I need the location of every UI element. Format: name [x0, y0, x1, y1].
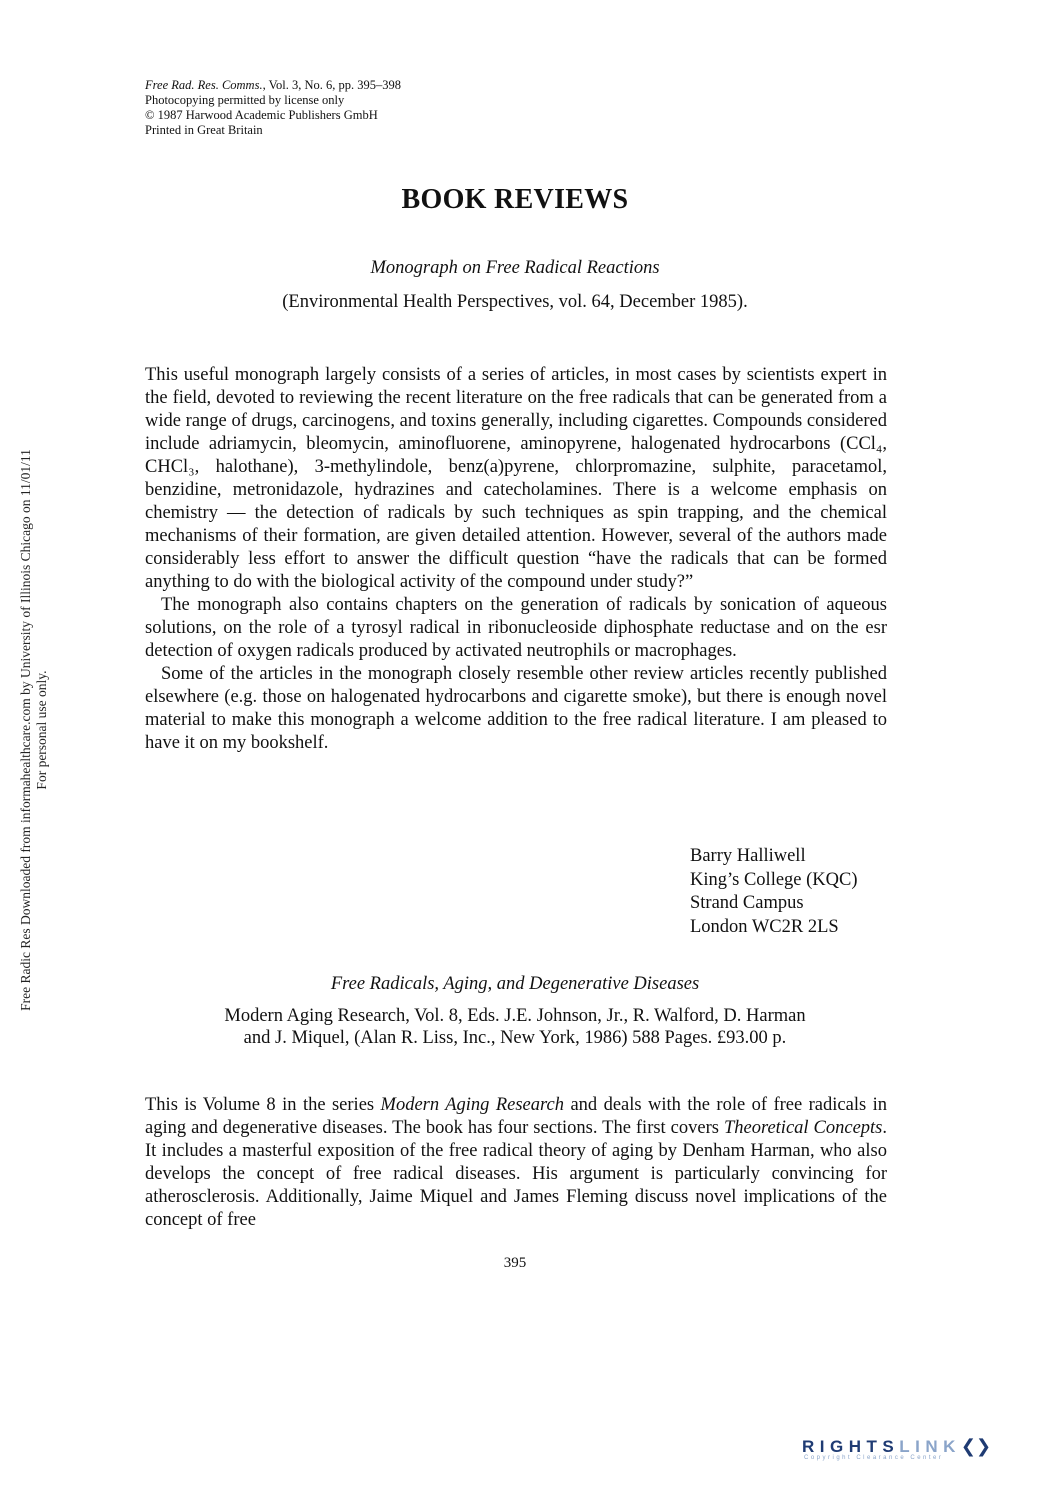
section-title: Theoretical Concepts [723, 1118, 883, 1138]
review2-text-a: This is Volume 8 in the series [145, 1095, 381, 1115]
watermark-line1: Free Radic Res Downloaded from informahealthcare.com by University of Illinois Chicago on 11/01/11 [18, 449, 33, 1011]
reviewer-city: London WC2R 2LS [690, 916, 839, 937]
rightslink-logo[interactable] [802, 1436, 1032, 1461]
rightslink-part1: RIGHTS [802, 1437, 900, 1456]
review1-body [145, 364, 887, 755]
review1-signature [690, 845, 858, 939]
review1-paragraph-1: This useful monograph largely consists of a series of articles, in most cases by scientists expert in the field, devoted to reviewing the recent literature on the free radicals that can be generated from a wide range of drugs, carcinogens, and toxins generally, including cigarettes. Compounds considered include adriamycin, bleomycin, aminofluorene, aminopyrene, halogenated hydrocarbons (CCl₄, CHCl₃, halothane), 3-methylindole, benz(a)pyrene, chlorpromazine, sulphite, paracetamol, benzidine, metronidazole, hydrazines and catecholamines. There is a welcome emphasis on chemistry — the detection of radicals by such techniques as spin trapping, and the chemical mechanisms of their formation, are given detailed attention. However, several of the authors made considerably less effort to answer the difficult question “have the radicals that can be formed anything to do with the biological activity of the compound under study?” [145, 365, 887, 592]
page-title: BOOK REVIEWS [401, 184, 629, 215]
journal-header [145, 78, 401, 138]
rightslink-tagline: Copyright Clearance Center [804, 1455, 944, 1461]
review2-source-line2: and J. Miquel, (Alan R. Liss, Inc., New York, 1986) 588 Pages. £93.00 p. [243, 1028, 787, 1048]
review1-paragraph-3: Some of the articles in the monograph closely resemble other review articles recently published elsewhere (e.g. those on halogenated hydrocarbons and cigarette smoke), but there is enough novel material to make this monograph a welcome addition to the free radical literature. I am pleased to have it on my bookshelf. [145, 664, 887, 753]
copyright-line: © 1987 Harwood Academic Publishers GmbH [145, 108, 378, 122]
citation-line [145, 78, 401, 93]
review1-paragraph-2: The monograph also contains chapters on the generation of radicals by sonication of aqueous solutions, on the role of a tyrosyl radical in ribonucleoside diphosphate reductase and on the esr detection of oxygen radicals produced by activated neutrophils or macrophages. [145, 595, 887, 661]
review1-source: (Environmental Health Perspectives, vol. 64, December 1985). [282, 292, 748, 312]
review2-title: Free Radicals, Aging, and Degenerative Diseases [330, 974, 700, 994]
review2-source-line1: Modern Aging Research, Vol. 8, Eds. J.E. Johnson, Jr., R. Walford, D. Harman [224, 1006, 806, 1026]
page-number: 395 [503, 1255, 527, 1271]
printed-line: Printed in Great Britain [145, 123, 263, 137]
journal-name: Free Rad. Res. Comms. [145, 78, 263, 92]
reviewer-name: Barry Halliwell [690, 846, 806, 866]
series-title: Modern Aging Research [380, 1095, 564, 1115]
review2-body [145, 1094, 887, 1232]
download-watermark [18, 370, 50, 1090]
reviewer-campus: Strand Campus [690, 893, 804, 913]
review2-paragraph-1 [145, 1094, 887, 1232]
rightslink-part2: LINK [899, 1437, 961, 1456]
review2-source [0, 1005, 1030, 1049]
reviewer-institution: King’s College (KQC) [690, 869, 858, 890]
review2-text-b: and deals with the role of free radicals in aging and degenerative diseases. The book has four sections. The first covers [145, 1095, 887, 1138]
review2-text-c: . It includes a masterful exposition of the free radical theory of aging by Denham Harman, who also develops the concept of free radical diseases. His argument is particularly convincing for atherosclerosis. Additionally, Jaime Miquel and James Fleming discuss novel implications of the concept of free [145, 1118, 887, 1230]
rightslink-wordmark [802, 1436, 1032, 1457]
rightslink-arrow-icon: ❮❯ [960, 1436, 992, 1456]
review1-title: Monograph on Free Radical Reactions [370, 258, 660, 278]
license-line: Photocopying permitted by license only [145, 93, 345, 107]
volume-info: , Vol. 3, No. 6, pp. 395–398 [262, 78, 402, 92]
watermark-line2: For personal use only. [34, 670, 49, 790]
